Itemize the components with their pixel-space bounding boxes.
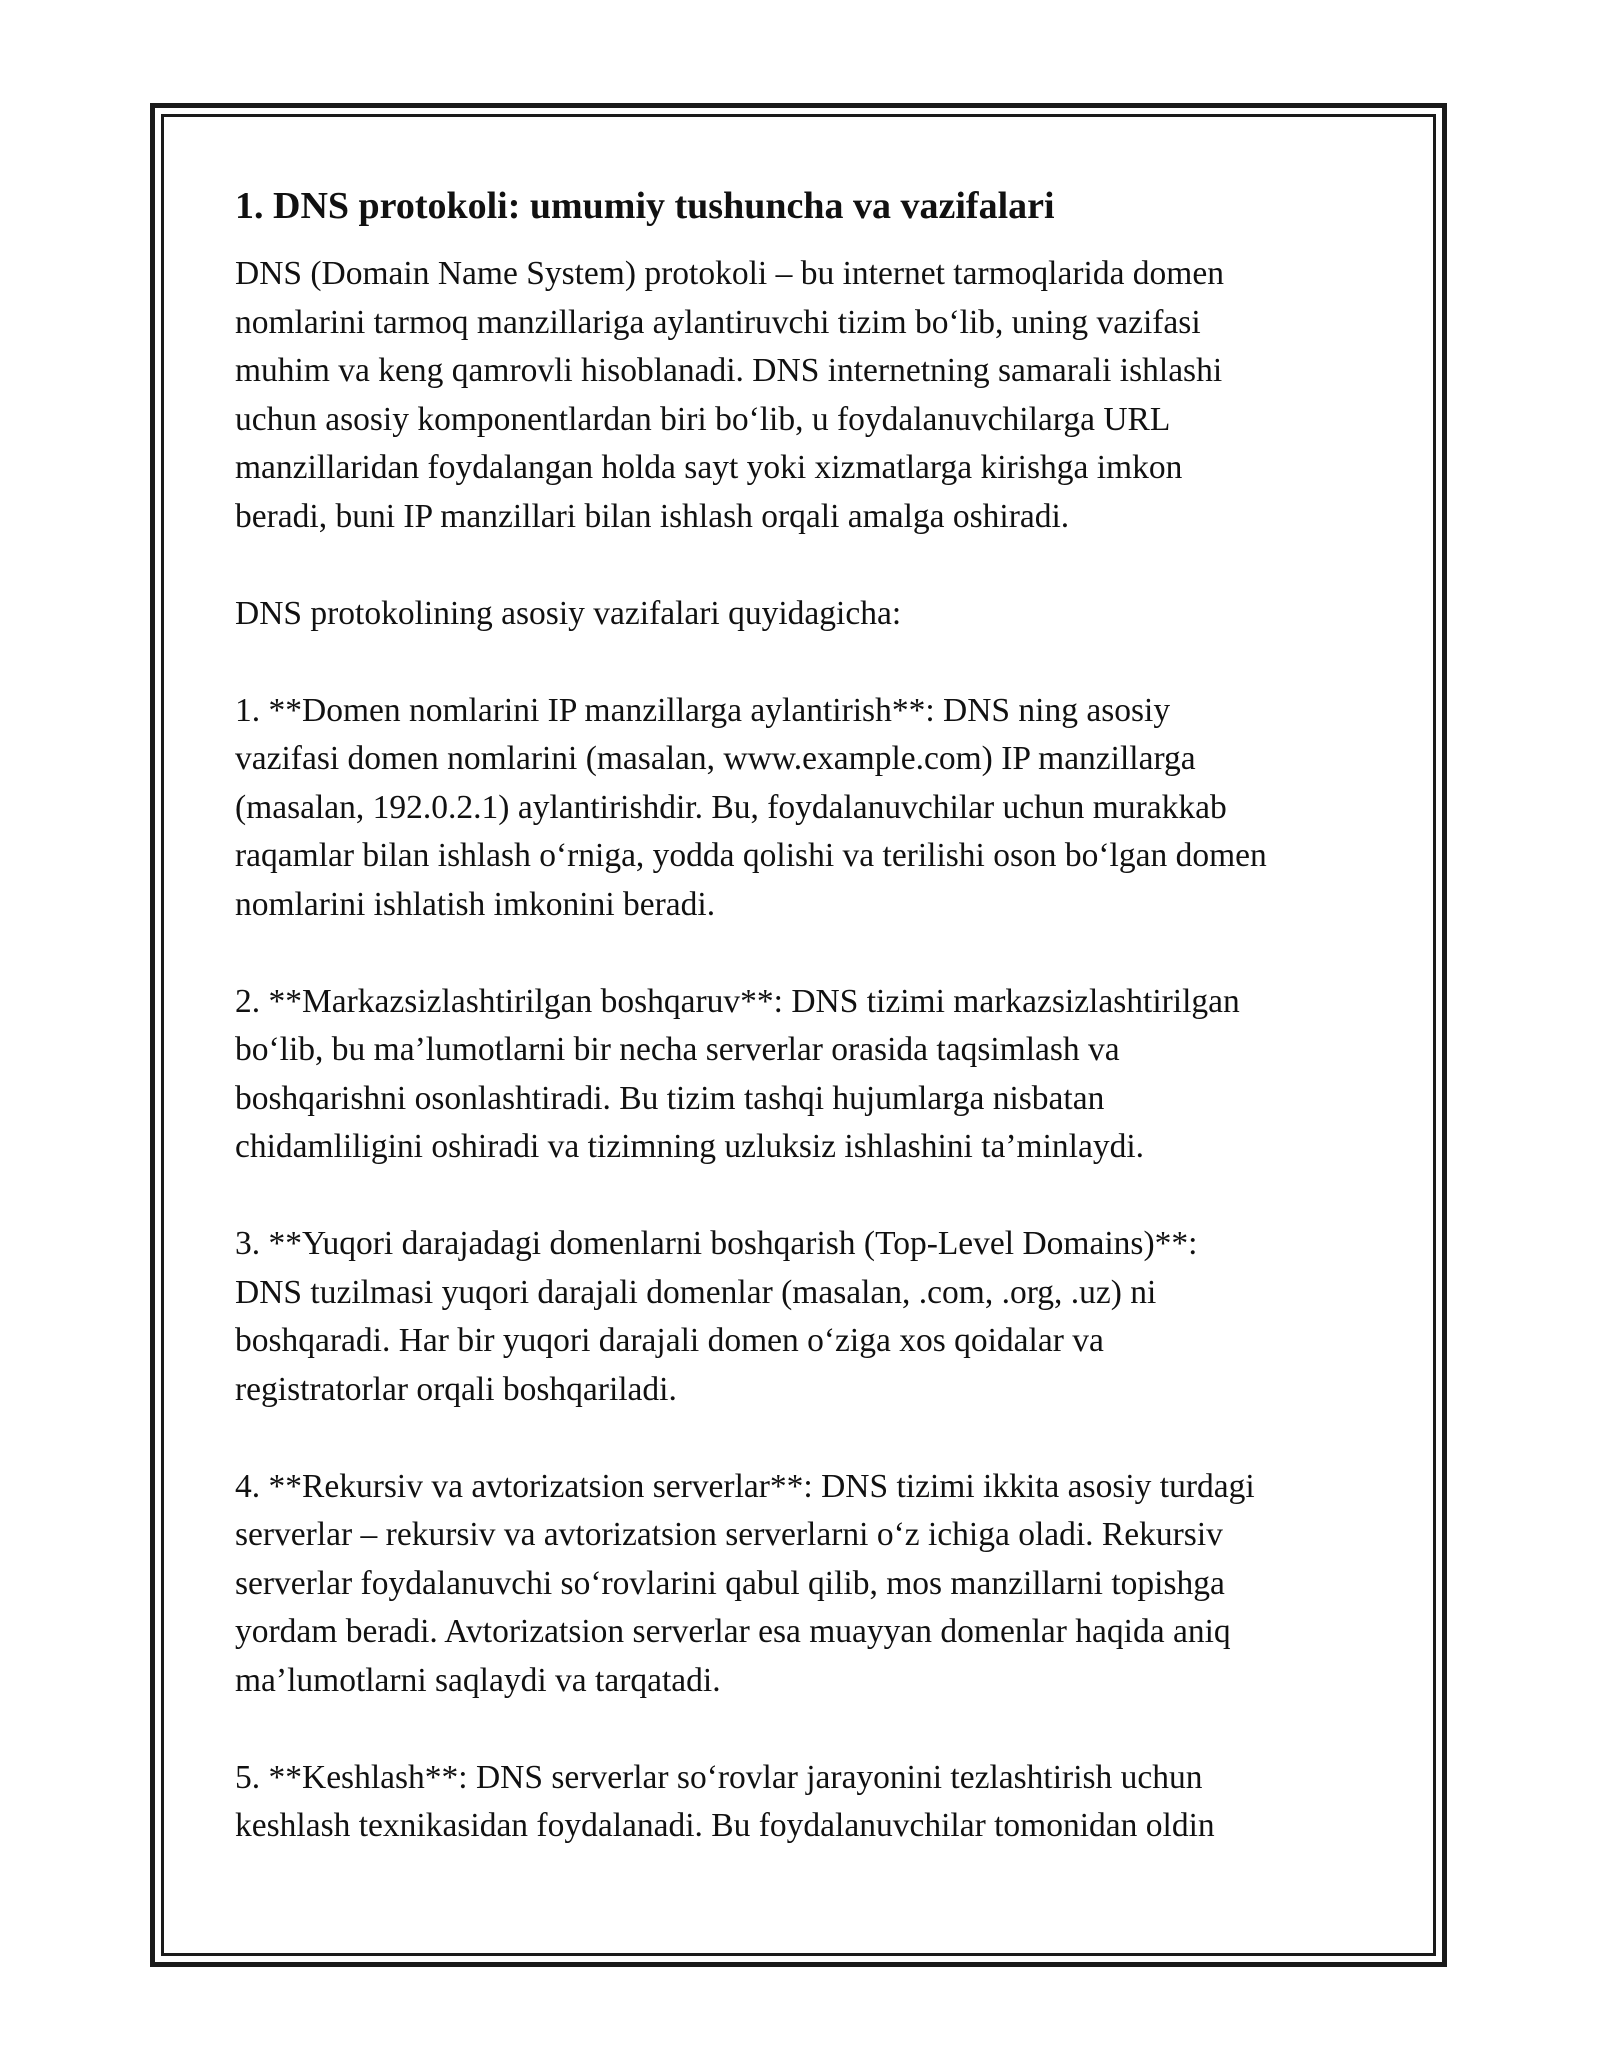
- text-line: DNS (Domain Name System) protokoli – bu internet tarmoqlarida domen: [235, 255, 1224, 292]
- text-line: 1. **Domen nomlarini IP manzillarga aylantirish**: DNS ning asosiy: [235, 691, 1171, 729]
- section-heading: 1. DNS protokoli: umumiy tushuncha va vazifalari: [235, 185, 1055, 227]
- text-line: 5. **Keshlash**: DNS serverlar so‘rovlar jarayonini tezlashtirish uchun: [235, 1758, 1203, 1796]
- text-line: uchun asosiy komponentlardan biri bo‘lib, u foydalanuvchilarga URL: [235, 400, 1171, 438]
- text-line: boshqarishni osonlashtiradi. Bu tizim tashqi hujumlarga nisbatan: [235, 1079, 1105, 1117]
- text-line: chidamliligini oshiradi va tizimning uzluksiz ishlashini ta’minlaydi.: [235, 1128, 1145, 1165]
- text-line: muhim va keng qamrovli hisoblanadi. DNS internetning samarali ishlashi: [235, 352, 1223, 389]
- text-line: vazifasi domen nomlarini (masalan, www.example.com) IP manzillarga: [235, 740, 1196, 777]
- text-line: registratorlar orqali boshqariladi.: [235, 1370, 677, 1408]
- text-line: 3. **Yuqori darajadagi domenlarni boshqarish (Top-Level Domains)**:: [235, 1225, 1198, 1262]
- text-line: yordam beradi. Avtorizatsion serverlar esa muayyan domenlar haqida aniq: [235, 1613, 1231, 1650]
- text-line: nomlarini tarmoq manzillariga aylantiruvchi tizim bo‘lib, uning vazifasi: [235, 303, 1201, 341]
- text-line: boshqaradi. Har bir yuqori darajali domen o‘ziga xos qoidalar va: [235, 1322, 1104, 1359]
- text-line: beradi, buni IP manzillari bilan ishlash orqali amalga oshiradi.: [235, 497, 1070, 535]
- text-line: 4. **Rekursiv va avtorizatsion serverlar**: DNS tizimi ikkita asosiy turdagi: [235, 1467, 1255, 1505]
- list-item-4: [235, 1463, 1395, 1706]
- list-item-3: [235, 1220, 1395, 1414]
- text-line: manzillaridan foydalangan holda sayt yoki xizmatlarga kirishga imkon: [235, 449, 1183, 486]
- text-line: ma’lumotlarni saqlaydi va tarqatadi.: [235, 1661, 721, 1699]
- text-line: DNS tuzilmasi yuqori darajali domenlar (masalan, .com, .org, .uz) ni: [235, 1273, 1157, 1311]
- list-item-1: [235, 687, 1395, 930]
- text-line: serverlar foydalanuvchi so‘rovlarini qabul qilib, mos manzillarni topishga: [235, 1564, 1225, 1602]
- list-item-5: [235, 1754, 1395, 1851]
- text-line: bo‘lib, bu ma’lumotlarni bir necha serverlar orasida taqsimlash va: [235, 1031, 1120, 1068]
- text-line: (masalan, 192.0.2.1) aylantirishdir. Bu, foydalanuvchilar uchun murakkab: [235, 788, 1227, 826]
- text-line: 2. **Markazsizlashtirilgan boshqaruv**: DNS tizimi markazsizlashtirilgan: [235, 982, 1240, 1020]
- list-item-2: [235, 978, 1395, 1172]
- text-line: raqamlar bilan ishlash o‘rniga, yodda qolishi va terilishi oson bo‘lgan domen: [235, 837, 1267, 874]
- text-line: serverlar – rekursiv va avtorizatsion serverlarni o‘z ichiga oladi. Rekursiv: [235, 1516, 1223, 1553]
- document-body: [235, 182, 1395, 1899]
- text-line: DNS protokolining asosiy vazifalari quyidagicha:: [235, 594, 902, 632]
- intro-paragraph: [235, 250, 1395, 541]
- text-line: keshlash texnikasidan foydalanadi. Bu foydalanuvchilar tomonidan oldin: [235, 1807, 1215, 1844]
- text-line: nomlarini ishlatish imkonini beradi.: [235, 885, 716, 923]
- list-intro-paragraph: [235, 590, 1395, 639]
